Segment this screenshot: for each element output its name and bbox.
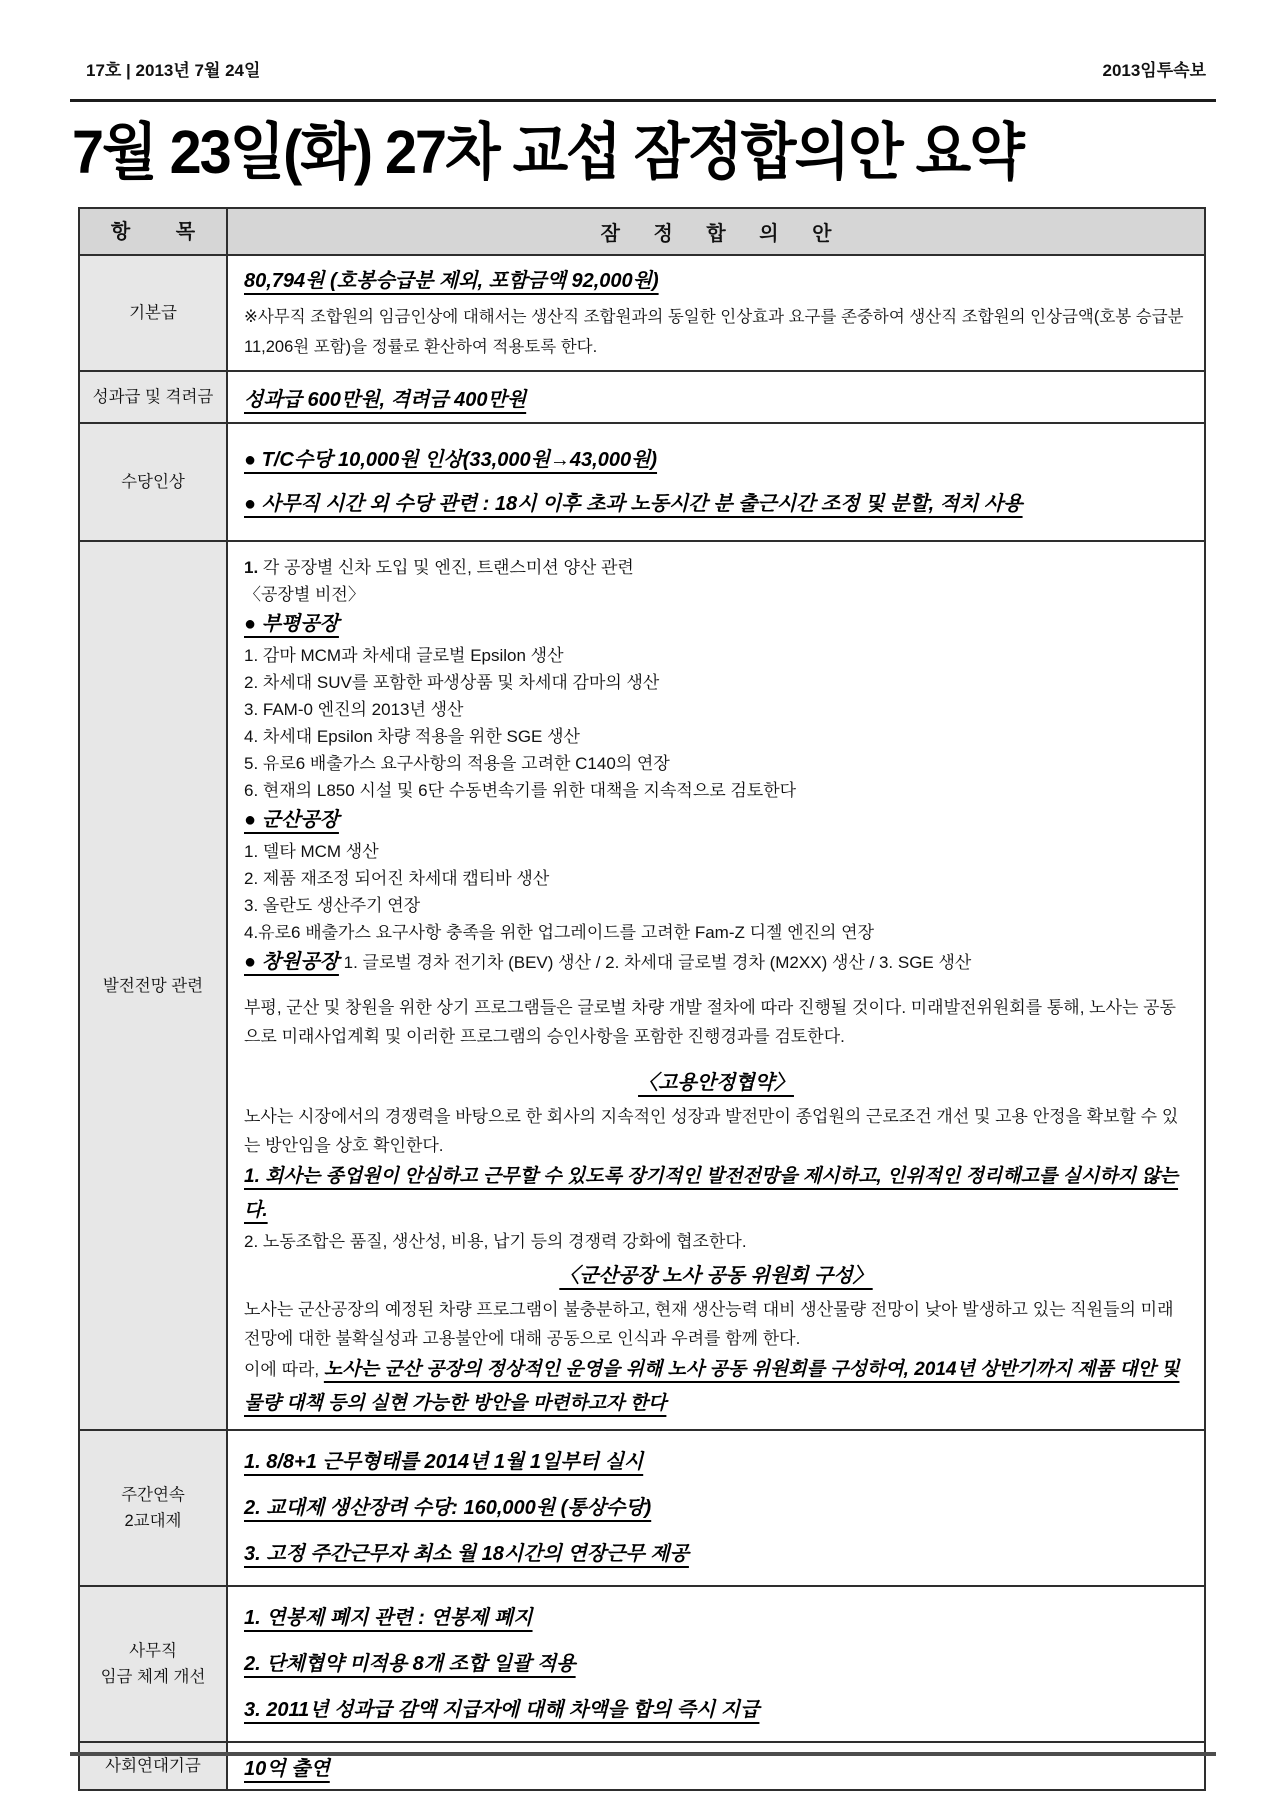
base-pay-note: ※사무직 조합원의 임금인상에 대해서는 생산직 조합원과의 동일한 인상효과 요구를 존중하여 생산직 조합원의 인상금액(호봉 승급분 11,206원 포함)을 정률로 환산하여 적용토록 한다.	[244, 308, 1184, 356]
conclusion-text: 노사는 군산 공장의 정상적인 운영을 위해 노사 공동 위원회를 구성하여, 2014년 상반기까지 제품 대안 및 물량 대책 등의 실현 가능한 방안을 마련하고자 한다	[244, 1359, 1180, 1414]
two-shift-item: 1. 8/8+1 근무형태를 2014년 1월 1일부터 실시	[244, 1451, 644, 1473]
two-shift-label	[80, 1431, 228, 1585]
conclusion-prefix: 이에 따라,	[244, 1360, 324, 1379]
two-shift-item: 2. 교대제 생산장려 수당: 160,000원 (통상수당)	[244, 1497, 652, 1519]
row-office-wage	[80, 1585, 1204, 1741]
page-title: 7월 23일(화) 27차 교섭 잠정합의안 요약	[72, 118, 1023, 188]
allowance-item: ● 사무직 시간 외 수당 관련 : 18시 이후 초과 노동시간 분 출근시간 조정 및 분할, 적치 사용	[244, 493, 1023, 515]
development-content	[228, 542, 1204, 1429]
bupyeong-item: 4. 차세대 Epsilon 차량 적용을 위한 SGE 생산	[244, 727, 580, 746]
gunsan-item: 4.유로6 배출가스 요구사항 충족을 위한 업그레이드를 고려한 Fam-Z 디젤 엔진의 연장	[244, 923, 874, 942]
bupyeong-item: 6. 현재의 L850 시설 및 6단 수동변속기를 위한 대책을 지속적으로 검토한다	[244, 781, 797, 800]
row-development	[80, 540, 1204, 1429]
allowance-item: ● T/C수당 10,000원 인상(33,000원→43,000원)	[244, 449, 658, 471]
bupyeong-item: 2. 차세대 SUV를 포함한 파생상품 및 차세대 감마의 생산	[244, 673, 660, 692]
office-wage-content	[228, 1587, 1204, 1741]
bupyeong-item: 3. FAM-0 엔진의 2013년 생산	[244, 700, 464, 719]
bupyeong-section-heading	[244, 608, 1188, 642]
column-header-item-label: 항 목	[110, 220, 216, 243]
program-progress-paragraph: 부평, 군산 및 창원을 위한 상기 프로그램들은 글로벌 차량 개발 절차에 따라 진행될 것이다. 미래발전위원회를 통해, 노사는 공동으로 미래사업계획 및 이러한 프로그램의 승인사항을 포함한 진행경과를 검토한다.	[244, 998, 1176, 1046]
changwon-heading-text: ● 창원공장	[244, 951, 339, 973]
masthead	[86, 56, 1206, 81]
gunsan-item: 2. 제품 재조정 되어진 차세대 캡티바 생산	[244, 869, 550, 888]
office-wage-item: 1. 연봉제 폐지 관련 : 연봉제 폐지	[244, 1607, 533, 1629]
employment-item-no-layoff: 1. 회사는 종업원이 안심하고 근무할 수 있도록 장기적인 발전전망을 제시하고, 인위적인 정리해고를 실시하지 않는다.	[244, 1166, 1179, 1221]
changwon-items-inline: 1. 글로벌 경차 전기차 (BEV) 생산 / 2. 차세대 글로벌 경차 (M2XX) 생산 / 3. SGE 생산	[338, 953, 972, 972]
base-pay-headline: 80,794원 (호봉승급분 제외, 포함금액 92,000원)	[244, 270, 659, 292]
row-bonus	[80, 370, 1204, 422]
development-intro-text: 각 공장별 신차 도입 및 엔진, 트랜스미션 양산 관련	[258, 558, 634, 577]
agreement-table	[78, 207, 1206, 1791]
footer-divider	[70, 1752, 1216, 1756]
bupyeong-item: 1. 감마 MCM과 차세대 글로벌 Epsilon 생산	[244, 646, 564, 665]
base-pay-label: 기본급	[80, 256, 228, 370]
two-shift-content	[228, 1431, 1204, 1585]
column-header-agreement-label: 잠 정 합 의 안	[600, 223, 846, 245]
solidarity-fund-label: 사회연대기금	[80, 1743, 228, 1789]
gunsan-heading-text: ● 군산공장	[244, 809, 339, 831]
solidarity-fund-headline: 10억 출연	[244, 1757, 330, 1780]
bupyeong-item: 5. 유로6 배출가스 요구사항의 적용을 고려한 C140의 연장	[244, 754, 670, 773]
column-header-agreement	[228, 209, 1204, 254]
bonus-headline: 성과급 600만원, 격려금 400만원	[244, 388, 527, 411]
gunsan-committee-paragraph: 노사는 군산공장의 예정된 차량 프로그램이 불충분하고, 현재 생산능력 대비 생산물량 전망이 낮아 발생하고 있는 직원들의 미래 전망에 대한 불확실성과 고용불안에 대해 공동으로 인식과 우려를 함께 한다.	[244, 1300, 1174, 1348]
newsletter-name: 2013임투속보	[1102, 61, 1206, 80]
changwon-section-line	[244, 946, 1188, 980]
factory-vision-heading: 〈공장별 비전〉	[244, 585, 365, 604]
office-wage-label	[80, 1587, 228, 1741]
gunsan-committee-heading-text: 〈군산공장 노사 공동 위원회 구성〉	[559, 1265, 873, 1287]
row-allowance	[80, 422, 1204, 540]
development-intro-number: 1.	[244, 558, 259, 577]
gunsan-item: 3. 올란도 생산주기 연장	[244, 896, 421, 915]
employment-security-paragraph: 노사는 시장에서의 경쟁력을 바탕으로 한 회사의 지속적인 성장과 발전만이 종업원의 근로조건 개선 및 고용 안정을 확보할 수 있는 방안임을 상호 확인한다.	[244, 1107, 1179, 1155]
allowance-content	[228, 424, 1204, 540]
allowance-label: 수당인상	[80, 424, 228, 540]
office-wage-label-line: 임금 체계 개선	[100, 1668, 206, 1686]
conclusion-line	[244, 1353, 1188, 1421]
gunsan-committee-heading	[244, 1261, 1188, 1291]
development-intro	[244, 554, 1188, 581]
office-wage-item: 3. 2011년 성과급 감액 지급자에 대해 차액을 합의 즉시 지급	[244, 1699, 760, 1721]
gunsan-item: 1. 델타 MCM 생산	[244, 842, 379, 861]
office-wage-label-line: 사무직	[129, 1642, 177, 1660]
employment-security-heading	[244, 1068, 1188, 1098]
column-header-item	[80, 209, 228, 254]
two-shift-label-line: 2교대제	[124, 1512, 182, 1530]
base-pay-content	[228, 256, 1204, 370]
masthead-divider	[70, 99, 1216, 102]
table-header-row	[80, 209, 1204, 254]
bonus-content	[228, 372, 1204, 422]
office-wage-item: 2. 단체협약 미적용 8개 조합 일괄 적용	[244, 1653, 576, 1675]
employment-security-heading-text: 〈고용안정협약〉	[638, 1072, 794, 1094]
bonus-label: 성과급 및 격려금	[80, 372, 228, 422]
row-solidarity-fund	[80, 1741, 1204, 1789]
development-label: 발전전망 관련	[80, 542, 228, 1429]
issue-number: 17호 | 2013년 7월 24일	[86, 61, 261, 80]
bupyeong-heading-text: ● 부평공장	[244, 613, 339, 635]
solidarity-fund-content	[228, 1743, 1204, 1789]
row-base-pay	[80, 254, 1204, 370]
two-shift-item: 3. 고정 주간근무자 최소 월 18시간의 연장근무 제공	[244, 1543, 689, 1565]
gunsan-section-heading	[244, 804, 1188, 838]
employment-item-union-cooperation: 2. 노동조합은 품질, 생산성, 비용, 납기 등의 경쟁력 강화에 협조한다.	[244, 1232, 747, 1251]
two-shift-label-line: 주간연속	[121, 1486, 185, 1504]
row-two-shift	[80, 1429, 1204, 1585]
